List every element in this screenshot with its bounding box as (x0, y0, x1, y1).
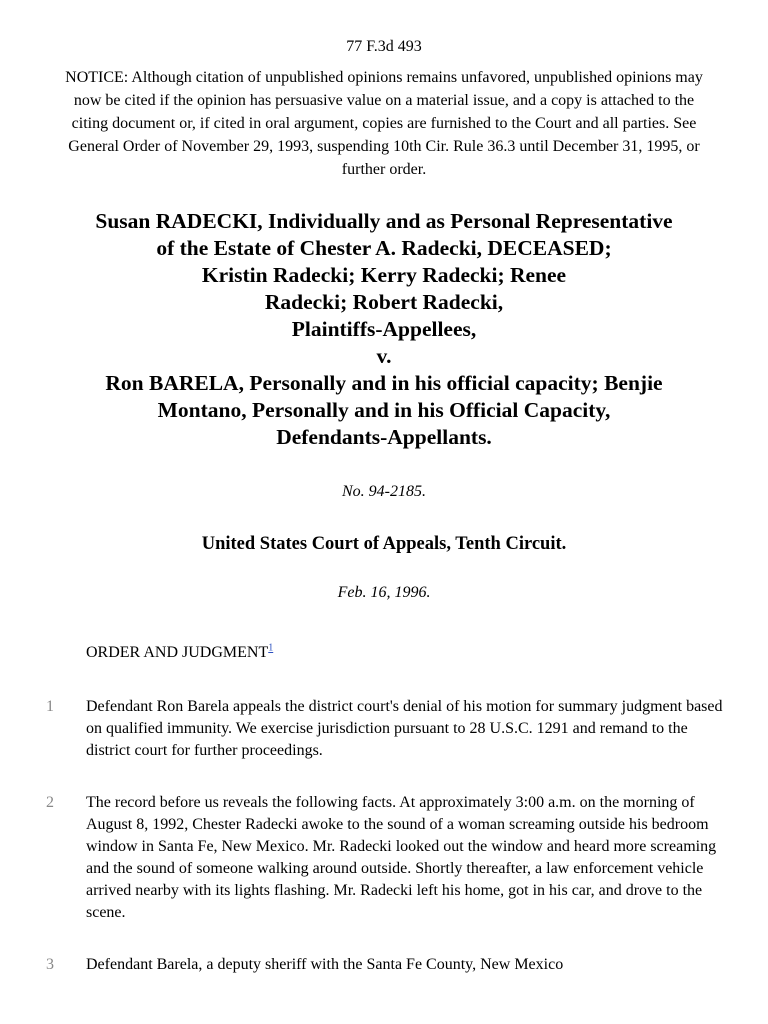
footnote-superscript (268, 643, 273, 654)
paragraph-number: 2 (46, 794, 54, 811)
caption-line: Plaintiffs-Appellees, (291, 317, 477, 341)
paragraph-number: 1 (46, 698, 54, 715)
decision-date: Feb. 16, 1996. (337, 584, 431, 601)
paragraph-number: 3 (46, 956, 54, 973)
case-citation: 77 F.3d 493 (346, 38, 422, 55)
paragraph (46, 792, 724, 924)
docket-number: No. 94-2185. (342, 483, 426, 500)
caption-line: Susan RADECKI, Individually and as Personal Representative (95, 209, 673, 233)
paragraph-text: Defendant Ron Barela appeals the district court's denial of his motion for summary judgment based on qualified immunity. We exercise jurisdiction pursuant to 28 U.S.C. 1291 and remand to the district court for further proceedings. (86, 698, 723, 759)
case-caption (34, 208, 734, 451)
paragraph (46, 696, 724, 762)
caption-line: Kristin Radecki; Kerry Radecki; Renee (201, 263, 567, 287)
order-title (86, 643, 768, 663)
footnote-link[interactable]: 1 (268, 642, 274, 654)
paragraph-text: Defendant Barela, a deputy sheriff with the Santa Fe County, New Mexico (86, 956, 564, 973)
unpublished-notice: NOTICE: Although citation of unpublished opinions remains unfavored, unpublished opinions may now be cited if the opinion has persuasive value on a material issue, and a copy is attached to the citing document or, if cited in oral argument, copies are furnished to the Court and all parties. See General Order of November 29, 1993, suspending 10th Cir. Rule 36.3 until December 31, 1995, or further order. (65, 69, 703, 178)
caption-line: v. (376, 344, 392, 368)
caption-line: Radecki; Robert Radecki, (264, 290, 504, 314)
paragraph (46, 954, 724, 976)
caption-line: Ron BARELA, Personally and in his official capacity; Benjie (105, 371, 663, 395)
paragraph-text: The record before us reveals the following facts. At approximately 3:00 a.m. on the morning of August 8, 1992, Chester Radecki awoke to the sound of a woman screaming outside his bedroom window in Santa Fe, New Mexico. Mr. Radecki looked out the window and heard more screaming and the sound of someone walking around outside. Shortly thereafter, a law enforcement vehicle arrived nearby with its lights flashing. Mr. Radecki left his home, got in his car, and drove to the scene. (86, 794, 717, 921)
court-name: United States Court of Appeals, Tenth Circuit. (201, 534, 567, 554)
order-title-text: ORDER AND JUDGMENT (86, 644, 269, 661)
caption-line: Montano, Personally and in his Official Capacity, (157, 398, 611, 422)
caption-line: Defendants-Appellants. (276, 425, 492, 449)
caption-line: of the Estate of Chester A. Radecki, DECEASED; (156, 236, 612, 260)
